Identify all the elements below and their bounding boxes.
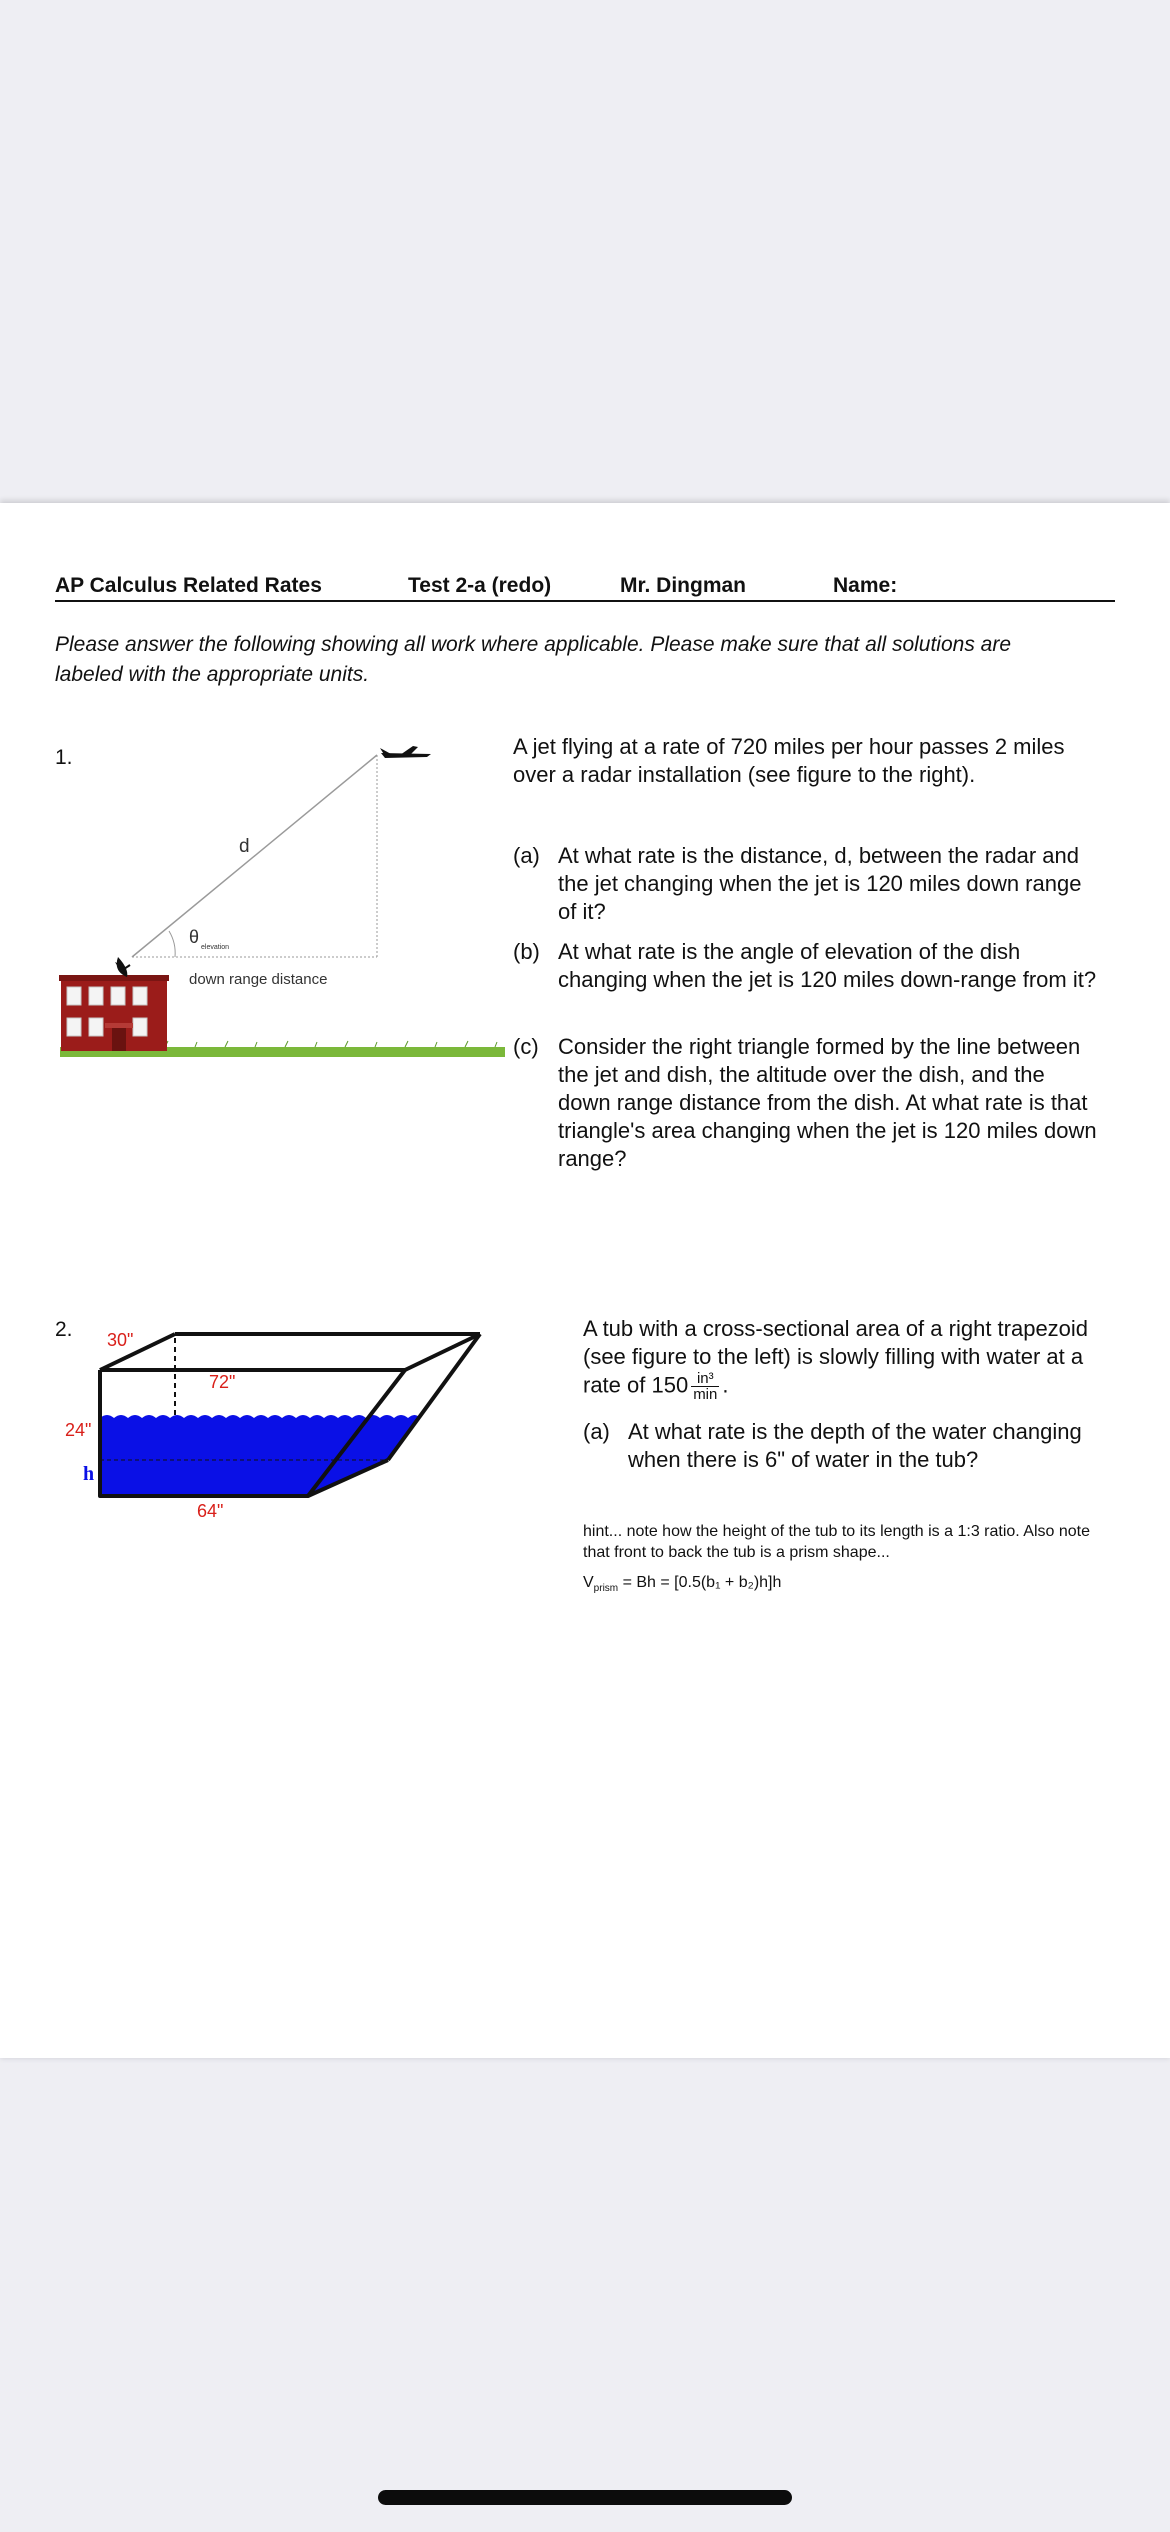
jet-icon: [380, 746, 431, 758]
home-indicator[interactable]: [378, 2490, 792, 2505]
rate-denominator: min: [693, 1386, 718, 1403]
hypotenuse-d: [132, 755, 377, 957]
dimension-top-length: 72": [209, 1372, 236, 1392]
question-2-intro-end: .: [722, 1372, 729, 1398]
test-title: Test 2-a (redo): [408, 574, 552, 597]
question-1a-text: At what rate is the distance, d, between the radar and the jet changing when the jet is 120 miles down range of it?: [558, 843, 1082, 924]
question-2-intro-text: A tub with a cross-sectional area of a right trapezoid (see figure to the left) is slowly filling with water at a rate of 150: [583, 1316, 1089, 1398]
question-1b-label: (b): [513, 939, 540, 964]
rate-fraction: [691, 1371, 719, 1402]
question-2a-text: At what rate is the depth of the water changing when there is 6" of water in the tub?: [628, 1419, 1082, 1472]
d-label: d: [239, 836, 250, 857]
question-2a-label: (a): [583, 1419, 610, 1444]
question-1-number: 1.: [55, 746, 73, 769]
tub-figure: [55, 1310, 505, 1530]
course-title: AP Calculus Related Rates: [55, 574, 322, 597]
teacher-name: Mr. Dingman: [620, 574, 747, 597]
theta-subscript: elevation: [201, 944, 230, 951]
question-2-intro: [583, 1315, 1103, 1402]
rate-numerator: in³: [691, 1371, 719, 1387]
dimension-top-depth: 30": [107, 1330, 134, 1350]
formula-subscript: prism: [593, 1583, 619, 1595]
theta-symbol: θ: [189, 927, 200, 947]
water-depth-label: h: [83, 1463, 95, 1485]
student-name-label: Name:: [833, 574, 898, 597]
radar-jet-figure: [55, 735, 505, 1065]
question-2-number: 2.: [55, 1318, 73, 1341]
radar-building: [59, 975, 169, 1051]
water: [100, 1418, 420, 1496]
instructions: Please answer the following showing all work where applicable. Please make sure that all solutions are labeled with the appropriate units.: [55, 633, 1012, 686]
formula-v: V: [583, 1574, 594, 1591]
question-1b-text: At what rate is the angle of elevation of the dish changing when the jet is 120 miles down-range from it?: [558, 939, 1097, 992]
worksheet-header: [55, 572, 1115, 602]
question-1c-label: (c): [513, 1034, 539, 1059]
hint-text: hint... note how the height of the tub to its length is a 1:3 ratio. Also note that front to back the tub is a prism shape...: [583, 1523, 1090, 1561]
angle-arc: [169, 931, 175, 957]
dimension-bottom-length: 64": [197, 1501, 224, 1521]
question-1c-text: Consider the right triangle formed by the line between the jet and dish, the altitude over the dish, and the down range distance from the dish. At what rate is that triangle's area changing when the jet is 120 miles down range?: [558, 1034, 1097, 1171]
down-range-label: down range distance: [189, 971, 328, 988]
prism-volume-formula: [583, 1574, 781, 1594]
radar-dish-icon: [115, 957, 130, 977]
formula-rest: = Bh = [0.5(b₁ + b₂)h]h: [618, 1574, 782, 1591]
dimension-height: 24": [65, 1420, 92, 1440]
question-1-intro: A jet flying at a rate of 720 miles per hour passes 2 miles over a radar installation (see figure to the right).: [513, 734, 1065, 787]
question-1a-label: (a): [513, 843, 540, 868]
